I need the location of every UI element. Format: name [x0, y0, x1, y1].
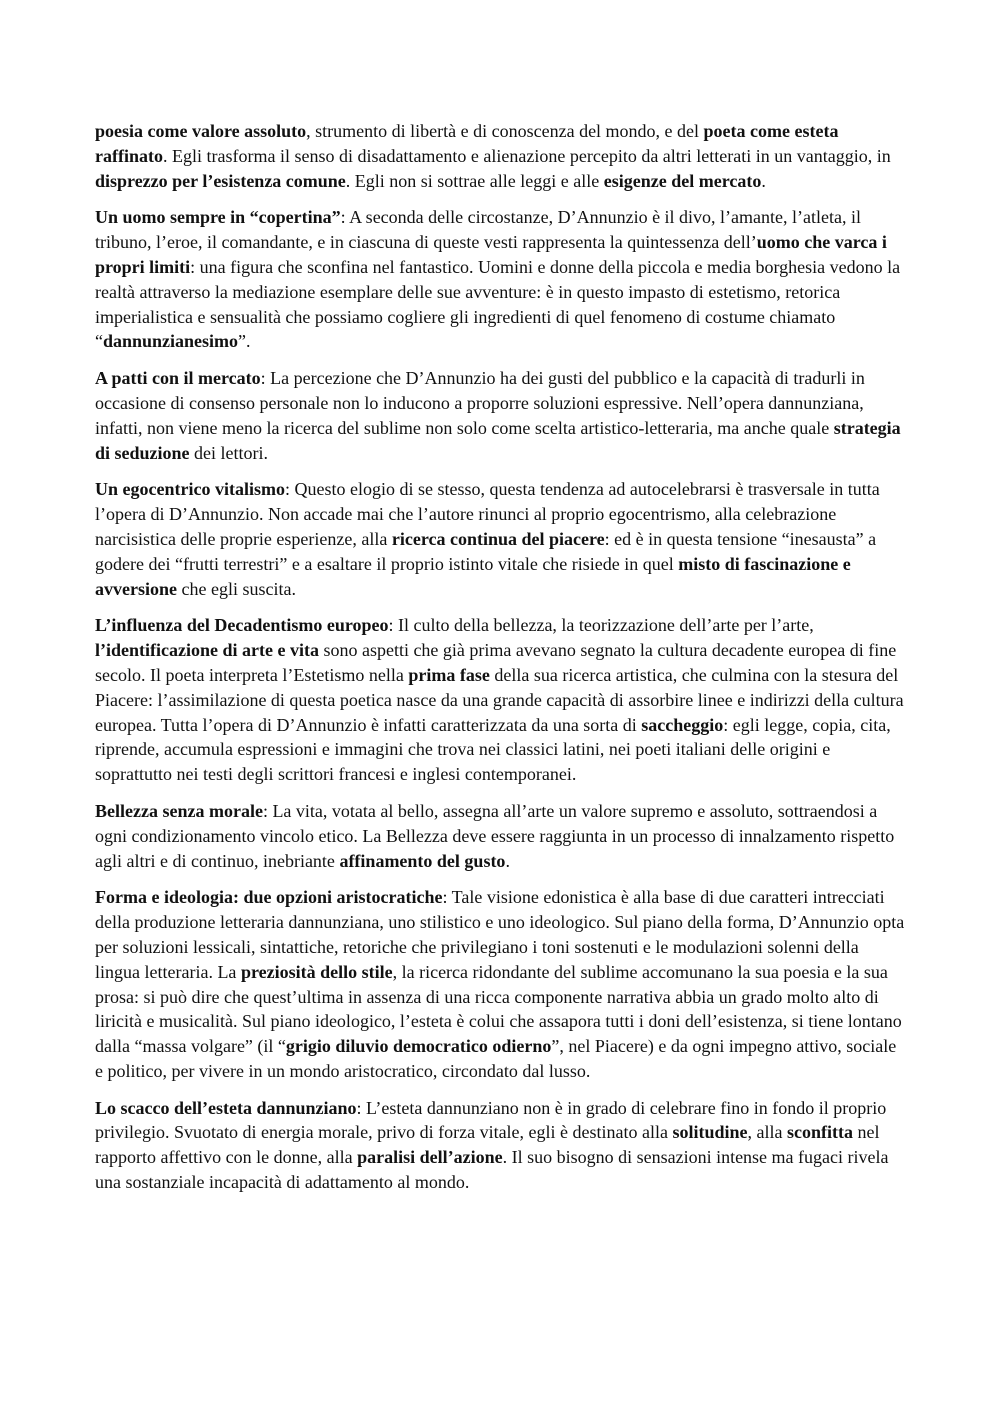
- text-run: : Questo elogio di se stesso, questa tendenza ad autocelebrarsi è trasversale in tutta l’opera di D’Annunzio. Non accade mai che l’autore rinunci al proprio egocentrismo, alla celebrazione narcisistica delle proprie esperienze, alla: [95, 479, 880, 549]
- bold-term: dannunzianesimo: [103, 331, 239, 352]
- bold-term: uomo che varca i propri limiti: [95, 232, 887, 277]
- bold-term: A patti con il mercato: [95, 368, 261, 389]
- bold-term: sconfitta: [787, 1122, 854, 1143]
- text-run: . Egli non si sottrae alle leggi e alle: [345, 170, 604, 191]
- text-run: che egli suscita.: [176, 578, 296, 599]
- text-run: ”, nel Piacere) e da ogni impegno attivo, sociale e politico, per vivere in un mondo aristocratico, circondato dal lusso.: [95, 1036, 897, 1081]
- bold-term: misto di fascinazione e avversione: [95, 553, 851, 599]
- text-run: : A seconda delle circostanze, D’Annunzio è il divo, l’amante, l’atleta, il tribuno, l’eroe, il comandante, e in ciascuna di queste vesti rappresenta la quintessenza dell’: [95, 207, 861, 253]
- text-run: , strumento di libertà e di conoscenza del mondo, e del: [306, 121, 704, 141]
- bold-term: paralisi dell’azione: [357, 1147, 503, 1168]
- text-run: dei lettori.: [189, 442, 269, 463]
- bold-term: Forma e ideologia: due opzioni aristocratiche: [95, 887, 443, 908]
- text-run: : La percezione che D’Annunzio ha dei gusti del pubblico e la capacità di tradurli in occasione di consenso personale non lo inducono a proporre soluzioni espressive. Nell’opera dannunziana, infatti, non viene meno la ricerca del sublime non solo come scelta artistico-letteraria, ma anche quale: [95, 368, 865, 438]
- text-run: . Il suo bisogno di sensazioni intense ma fugaci rivela una sostanziale incapacità di adattamento al mondo.: [95, 1147, 889, 1193]
- text-run: , alla: [747, 1122, 788, 1143]
- text-run: ”.: [238, 331, 251, 352]
- bold-term: poesia come valore assoluto: [95, 121, 307, 141]
- bold-term: Un egocentrico vitalismo: [95, 479, 285, 500]
- bold-term: Un uomo sempre in “copertina”: [95, 207, 341, 228]
- text-run: sono aspetti che già prima avevano segnato la cultura decadente europea di fine secolo. Il poeta interpreta l’Estetismo nella: [95, 640, 897, 685]
- bold-term: strategia di seduzione: [95, 417, 901, 463]
- text-run: , la ricerca ridondante del sublime accomunano la sua poesia e la sua prosa: si può dire che quest’ultima in assenza di una ricca componente narrativa abbia un grado molto alto di liricità e musicalità. Sul piano ideologico, l’esteta è colui che assapora tutti i doni dell’esistenza, si tiene lontano dalla “massa volgare” (il “: [95, 961, 902, 1057]
- text-run: .: [505, 850, 510, 871]
- bold-term: disprezzo per l’esistenza comune: [95, 170, 346, 191]
- bold-term: preziosità dello stile: [240, 961, 393, 982]
- bold-term: Lo scacco dell’esteta dannunziano: [95, 1097, 357, 1118]
- bold-term: saccheggio: [641, 714, 724, 735]
- bold-term: Bellezza senza morale: [95, 800, 263, 821]
- bold-term: prima fase: [408, 664, 490, 685]
- paragraph: [95, 366, 905, 465]
- paragraph: [95, 885, 905, 1083]
- text-run: : egli legge, copia, cita, riprende, accumula espressioni e immagini che trova nei classici latini, nei poeti italiani delle origini e soprattutto nei testi degli scrittori francesi e inglesi contemporanei.: [95, 714, 891, 785]
- paragraph: [95, 477, 905, 601]
- bold-term: esigenze del mercato: [603, 170, 762, 191]
- paragraph: [95, 1096, 905, 1195]
- text-run: . Egli trasforma il senso di disadattamento e alienazione percepito da altri letterati in un vantaggio, in: [162, 145, 891, 166]
- bold-term: solitudine: [672, 1122, 748, 1143]
- paragraph: [95, 613, 905, 787]
- bold-term: L’influenza del Decadentismo europeo: [95, 615, 389, 636]
- bold-term: grigio diluvio democratico odierno: [285, 1036, 552, 1057]
- bold-term: ricerca continua del piacere: [391, 528, 605, 549]
- bold-term: poeta come esteta raffinato: [95, 121, 839, 166]
- text-run: : Il culto della bellezza, la teorizzazione dell’arte per l’arte,: [388, 615, 814, 636]
- text-run: : ed è in questa tensione “inesausta” a godere dei “frutti terrestri” e a esaltare il proprio istinto vitale che risiede in quel: [95, 528, 877, 574]
- bold-term: affinamento del gusto: [339, 850, 506, 871]
- paragraph: [95, 205, 905, 354]
- paragraph: [95, 119, 905, 193]
- text-run: : una figura che sconfina nel fantastico. Uomini e donne della piccola e media borghesia vedono la realtà attraverso la mediazione esemplare delle sue avventure: è in questo impasto di estetismo, retorica imperialistica e sensualità che possiamo cogliere gli ingredienti di quel fenomeno di costume chiamato “: [95, 256, 901, 352]
- text-run: : Tale visione edonistica è alla base di due caratteri intrecciati della produzione letteraria dannunziana, uno stilistico e uno ideologico. Sul piano della forma, D’Annunzio opta per soluzioni lessicali, sintattiche, retoriche che privilegiano i toni sostenuti e le modulazioni solenni della lingua letteraria. La: [95, 887, 905, 982]
- text-run: nel rapporto affettivo con le donne, alla: [95, 1122, 880, 1168]
- paragraph: [95, 799, 905, 873]
- text-run: della sua ricerca artistica, che culmina con la stesura del Piacere: l’assimilazione di questa poetica nasce da una grande capacità di assorbire linee e indirizzi della cultura europea. Tutta l’opera di D’Annunzio è infatti caratterizzata da una sorta di: [95, 664, 904, 735]
- text-run: : L’esteta dannunziano non è in grado di celebrare fino in fondo il proprio privilegio. Svuotato di energia morale, privo di forza vitale, egli è destinato alla: [95, 1097, 887, 1143]
- bold-term: l’identificazione di arte e vita: [95, 640, 319, 661]
- text-run: : La vita, votata al bello, assegna all’arte un valore supremo e assoluto, sottraendosi a ogni condizionamento vincolo etico. La Bellezza deve essere raggiunta in un processo di innalzamento rispetto agli altri e di continuo, inebriante: [95, 800, 895, 871]
- text-run: .: [761, 170, 766, 191]
- document-page: [95, 119, 905, 1207]
